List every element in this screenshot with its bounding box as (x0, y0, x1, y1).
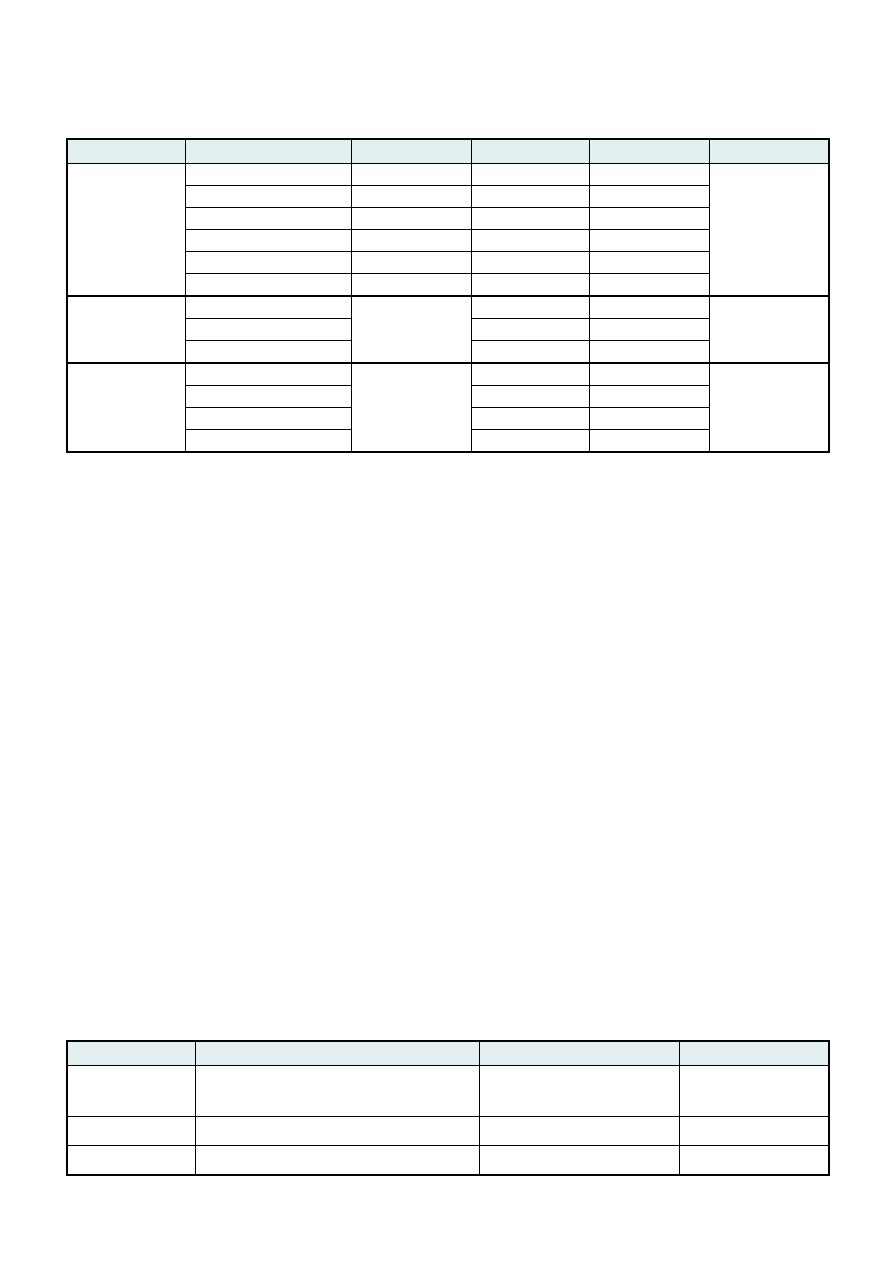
cell-value (479, 1117, 679, 1146)
table-header-cell-2 (185, 139, 351, 164)
cell-value (589, 230, 709, 252)
table-row (67, 164, 829, 186)
cell-item (185, 408, 351, 430)
table-header-cell-1 (67, 1041, 195, 1066)
cell-value (479, 1146, 679, 1176)
cell-value (679, 1066, 829, 1117)
cell-value (471, 386, 589, 408)
cell-value (471, 408, 589, 430)
cell-item (185, 341, 351, 364)
cell-item (185, 363, 351, 386)
cell-label (67, 1117, 195, 1146)
table-header-cell-4 (679, 1041, 829, 1066)
cell-item (185, 430, 351, 453)
cell-description (195, 1066, 479, 1117)
cell-value (589, 252, 709, 274)
cell-item (185, 186, 351, 208)
table-row (67, 296, 829, 319)
cell-item (185, 319, 351, 341)
group-label-1 (67, 164, 185, 297)
cell-item (185, 230, 351, 252)
cell-value (471, 341, 589, 364)
cell-value (471, 186, 589, 208)
cell-value (471, 296, 589, 319)
table-row (67, 363, 829, 386)
cell-value (589, 164, 709, 186)
cell-value (351, 230, 471, 252)
cell-value (479, 1066, 679, 1117)
cell-value (589, 208, 709, 230)
cell-value (679, 1117, 829, 1146)
group-note-1 (709, 164, 829, 297)
cell-value (471, 252, 589, 274)
cell-description (195, 1146, 479, 1176)
cell-value (471, 164, 589, 186)
table-header-cell-2 (195, 1041, 479, 1066)
cell-item (185, 208, 351, 230)
summary-table (66, 1040, 830, 1176)
cell-value (679, 1146, 829, 1176)
cell-item (185, 252, 351, 274)
cell-item (185, 296, 351, 319)
cell-value (471, 319, 589, 341)
cell-value (471, 208, 589, 230)
cell-value (589, 386, 709, 408)
cell-value (589, 363, 709, 386)
table-header-cell-6 (709, 139, 829, 164)
table-header-row (67, 1041, 829, 1066)
cell-value (351, 208, 471, 230)
group-label-2 (67, 296, 185, 363)
table-header-cell-3 (351, 139, 471, 164)
group-merged-value-2 (351, 296, 471, 363)
cell-value (589, 319, 709, 341)
cell-value (589, 296, 709, 319)
cell-value (589, 186, 709, 208)
specification-table (66, 138, 830, 453)
group-merged-value-3 (351, 363, 471, 452)
cell-value (351, 274, 471, 297)
cell-value (589, 408, 709, 430)
cell-value (351, 252, 471, 274)
table-header-cell-3 (479, 1041, 679, 1066)
cell-value (351, 164, 471, 186)
table-header-cell-4 (471, 139, 589, 164)
cell-label (67, 1066, 195, 1117)
table-header-cell-1 (67, 139, 185, 164)
cell-label (67, 1146, 195, 1176)
cell-value (589, 430, 709, 453)
group-note-2 (709, 296, 829, 363)
table-row (67, 1117, 829, 1146)
group-note-3 (709, 363, 829, 452)
table-row (67, 1146, 829, 1176)
table-header-cell-5 (589, 139, 709, 164)
cell-item (185, 164, 351, 186)
cell-value (589, 341, 709, 364)
cell-value (471, 430, 589, 453)
table-row (67, 1066, 829, 1117)
cell-value (471, 274, 589, 297)
cell-value (589, 274, 709, 297)
cell-item (185, 386, 351, 408)
table-header-row (67, 139, 829, 164)
cell-value (471, 230, 589, 252)
cell-description (195, 1117, 479, 1146)
cell-value (351, 186, 471, 208)
cell-item (185, 274, 351, 297)
cell-value (471, 363, 589, 386)
group-label-3 (67, 363, 185, 452)
